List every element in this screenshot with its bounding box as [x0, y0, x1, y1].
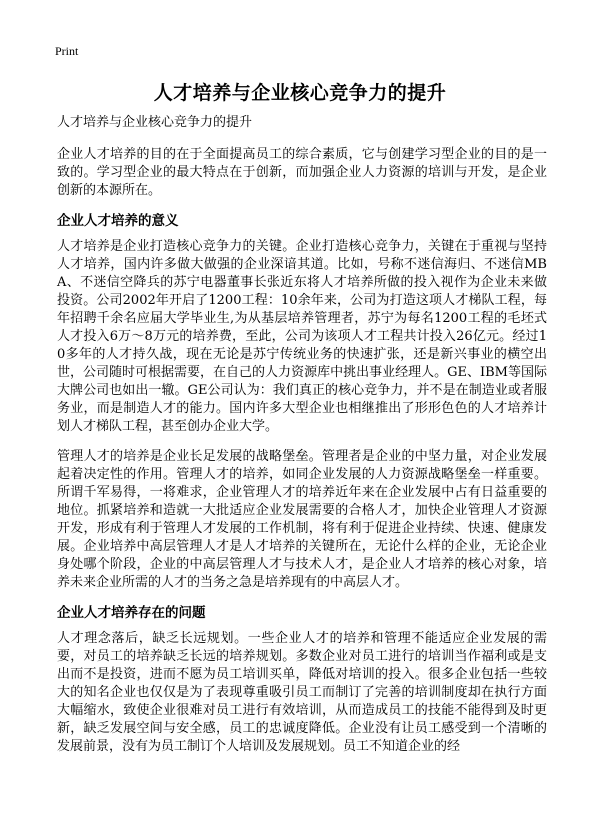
article-body — [57, 114, 547, 768]
paragraph: 管理人才的培养是企业长足发展的战略堡垒。管理者是企业的中坚力量，对企业发展起着决定性的作用。管理人才的培养，如同企业发展的人力资源战略堡垒一样重要。所谓千军易得，一将难求，企业管理人才的培养近年来在企业发展中占有日益重要的地位。抓紧培养和造就一大批适应企业发展需要的合格人才，加快企业管理人才资源开发，形成有利于管理人才发展的工作机制，将有利于促进企业持续、快速、健康发展。企业培养中高层管理人才是人才培养的关键所在，无论什么样的企业，无论企业身处哪个阶段，企业的中高层管理人才与技术人才，是企业人才培养的核心对象，培养未来企业所需的人才的当务之急是培养现有的中高层人才。 — [57, 449, 547, 590]
paragraph: 人才理念落后，缺乏长远规划。一些企业人才的培养和管理不能适应企业发展的需要，对员工的培养缺乏长远的培养规划。多数企业对员工进行的培训当作福利或是支出而不是投资，进而不愿为员工培训买单，降低对培训的投入。很多企业包括一些较大的知名企业也仅仅是为了表现尊重吸引员工而制订了完善的培训制度却在执行方面大幅缩水，致使企业很难对员工进行有效培训，从而造成员工的技能不能得到及时更新，缺乏发展空间与安全感，员工的忠诚度降低。企业没有让员工感受到一个清晰的发展前景，没有为员工制订个人培训及发展规划。员工不知道企业的经 — [57, 631, 547, 754]
section-heading-significance: 企业人才培养的意义 — [57, 213, 179, 229]
article-title: 人才培养与企业核心竞争力的提升 — [153, 82, 447, 104]
print-link[interactable]: Print — [55, 44, 79, 58]
intro-paragraph: 企业人才培养的目的在于全面提高员工的综合素质，它与创建学习型企业的目的是一致的。学习型企业的最大特点在于创新，而加强企业人力资源的培训与开发，是企业创新的本源所在。 — [57, 147, 547, 198]
section-heading-problems: 企业人才培养存在的问题 — [57, 605, 206, 621]
article-subtitle: 人才培养与企业核心竞争力的提升 — [57, 115, 253, 130]
paragraph: 人才培养是企业打造核心竞争力的关键。企业打造核心竞争力，关键在于重视与坚持人才培养，国内许多做大做强的企业深谙其道。比如，号称不迷信海归、不迷信MBA、不迷信空降兵的苏宁电器董事长张近东将人才培养所做的投入视作为企业未来做投资。公司2002年开启了1200工程：10余年来，公司为打造这项人才梯队工程，每年招聘千余名应届大学毕业生,为从基层培养管理者，苏宁为每名1200工程的毛坯式人才投入6万～8万元的培养费，至此，公司为该项人才工程共计投入26亿元。经过10多年的人才持久战，现在无论是苏宁传统业务的快速扩张，还是新兴事业的横空出世，公司随时可根据需要，在自己的人力资源库中挑出事业经理人。GE、IBM等国际大牌公司也如出一辙。GE公司认为：我们真正的核心竞争力，并不是在制造业或者服务业，而是制造人才的能力。国内许多大型企业也相继推出了形形色色的人才培养计划人才梯队工程，甚至创办企业大学。 — [57, 239, 547, 434]
